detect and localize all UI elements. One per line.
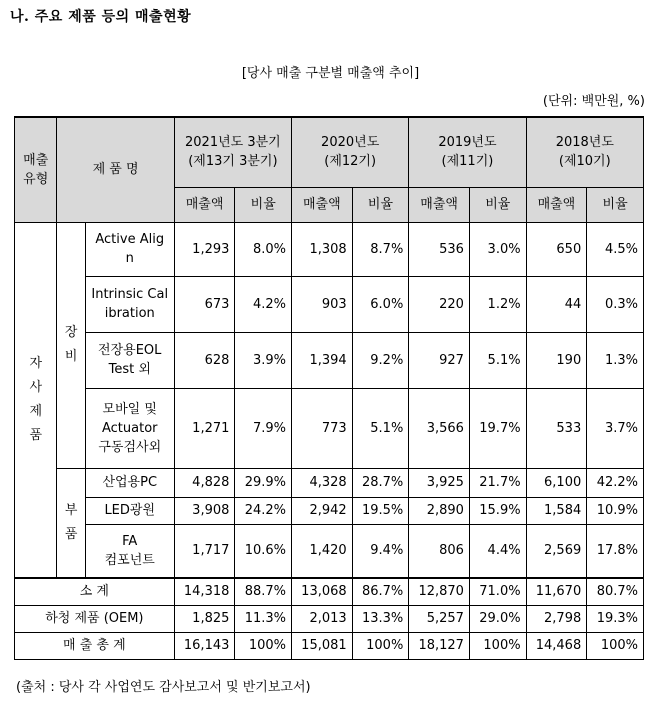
source-note: (출처 : 당사 각 사업연도 감사보고서 및 반기보고서) [16, 680, 311, 695]
subtotal-ratio-cell: 80.7% [587, 578, 644, 605]
ratio-value-cell: 8.0% [235, 222, 292, 276]
ratio-value-cell: 10.6% [235, 524, 292, 578]
total-sales-cell: 14,468 [526, 632, 587, 659]
sales-value-cell: 2,890 [409, 497, 470, 524]
ratio-value-cell: 10.9% [587, 497, 644, 524]
ratio-value-cell: 17.8% [587, 524, 644, 578]
product-name-cell: Intrinsic Cal ibration [85, 276, 174, 332]
sales-value-cell: 1,394 [292, 332, 353, 388]
sales-value-cell: 3,566 [409, 388, 470, 468]
sales-value-cell: 773 [292, 388, 353, 468]
sales-value-cell: 6,100 [526, 468, 587, 497]
sales-value-cell: 4,328 [292, 468, 353, 497]
oem-label: 하청 제품 (OEM) [15, 605, 175, 632]
sales-value-cell: 1,420 [292, 524, 353, 578]
sales-value-cell: 650 [526, 222, 587, 276]
product-name-cell: 산업용PC [85, 468, 174, 497]
ratio-value-cell: 28.7% [352, 468, 409, 497]
oem-ratio-cell: 11.3% [235, 605, 292, 632]
sales-value-cell: 806 [409, 524, 470, 578]
total-ratio-cell: 100% [235, 632, 292, 659]
oem-sales-cell: 2,013 [292, 605, 353, 632]
subtotal-sales-cell: 12,870 [409, 578, 470, 605]
total-sales-cell: 18,127 [409, 632, 470, 659]
ratio-value-cell: 5.1% [469, 332, 526, 388]
total-ratio-cell: 100% [352, 632, 409, 659]
ratio-value-cell: 24.2% [235, 497, 292, 524]
ratio-value-cell: 1.3% [587, 332, 644, 388]
product-name-cell: 전장용EOL Test 외 [85, 332, 174, 388]
unit-note: (단위: 백만원, %) [542, 94, 645, 109]
sales-value-cell: 927 [409, 332, 470, 388]
sales-value-cell: 44 [526, 276, 587, 332]
product-name-cell: FA 컴포넌트 [85, 524, 174, 578]
ratio-value-cell: 4.5% [587, 222, 644, 276]
group-parts: 부 품 [57, 468, 85, 578]
ratio-value-cell: 19.5% [352, 497, 409, 524]
ratio-value-cell: 4.4% [469, 524, 526, 578]
ratio-value-cell: 0.3% [587, 276, 644, 332]
header-ratio: 비율 [587, 187, 644, 222]
sales-value-cell: 673 [174, 276, 235, 332]
subtotal-label: 소 계 [15, 578, 175, 605]
sales-value-cell: 220 [409, 276, 470, 332]
sales-value-cell: 1,308 [292, 222, 353, 276]
subtotal-sales-cell: 13,068 [292, 578, 353, 605]
total-sales-cell: 16,143 [174, 632, 235, 659]
ratio-value-cell: 4.2% [235, 276, 292, 332]
subtotal-sales-cell: 11,670 [526, 578, 587, 605]
total-ratio-cell: 100% [469, 632, 526, 659]
ratio-value-cell: 3.0% [469, 222, 526, 276]
ratio-value-cell: 19.7% [469, 388, 526, 468]
ratio-value-cell: 42.2% [587, 468, 644, 497]
header-period-2018: 2018년도 (제10기) [526, 117, 643, 187]
header-sales: 매출액 [292, 187, 353, 222]
header-ratio: 비율 [469, 187, 526, 222]
header-ratio: 비율 [352, 187, 409, 222]
ratio-value-cell: 9.4% [352, 524, 409, 578]
subtotal-sales-cell: 14,318 [174, 578, 235, 605]
header-period-2021q3: 2021년도 3분기 (제13기 3분기) [174, 117, 291, 187]
subtotal-ratio-cell: 88.7% [235, 578, 292, 605]
total-label: 매 출 총 계 [15, 632, 175, 659]
oem-ratio-cell: 19.3% [587, 605, 644, 632]
sales-value-cell: 903 [292, 276, 353, 332]
sales-value-cell: 4,828 [174, 468, 235, 497]
ratio-value-cell: 6.0% [352, 276, 409, 332]
sales-value-cell: 628 [174, 332, 235, 388]
header-sales: 매출액 [174, 187, 235, 222]
ratio-value-cell: 3.7% [587, 388, 644, 468]
header-product-name: 제 품 명 [57, 117, 174, 222]
group-own-products: 자 사 제 품 [15, 222, 57, 578]
section-heading: 나. 주요 제품 등의 매출현황 [10, 9, 192, 25]
ratio-value-cell: 9.2% [352, 332, 409, 388]
sales-value-cell: 533 [526, 388, 587, 468]
ratio-value-cell: 5.1% [352, 388, 409, 468]
header-sales: 매출액 [526, 187, 587, 222]
product-name-cell: 모바일 및 Actuator 구동검사외 [85, 388, 174, 468]
sales-value-cell: 190 [526, 332, 587, 388]
sales-table [14, 116, 644, 660]
ratio-value-cell: 7.9% [235, 388, 292, 468]
total-ratio-cell: 100% [587, 632, 644, 659]
sales-value-cell: 1,293 [174, 222, 235, 276]
table-caption: [당사 매출 구분별 매출액 추이] [241, 66, 420, 81]
ratio-value-cell: 3.9% [235, 332, 292, 388]
oem-ratio-cell: 13.3% [352, 605, 409, 632]
subtotal-ratio-cell: 71.0% [469, 578, 526, 605]
oem-ratio-cell: 29.0% [469, 605, 526, 632]
sales-value-cell: 1,271 [174, 388, 235, 468]
ratio-value-cell: 8.7% [352, 222, 409, 276]
ratio-value-cell: 15.9% [469, 497, 526, 524]
sales-value-cell: 3,925 [409, 468, 470, 497]
oem-sales-cell: 5,257 [409, 605, 470, 632]
ratio-value-cell: 1.2% [469, 276, 526, 332]
header-period-2019: 2019년도 (제11기) [409, 117, 526, 187]
product-name-cell: Active Alig n [85, 222, 174, 276]
ratio-value-cell: 21.7% [469, 468, 526, 497]
sales-value-cell: 2,942 [292, 497, 353, 524]
product-name-cell: LED광원 [85, 497, 174, 524]
header-ratio: 비율 [235, 187, 292, 222]
oem-sales-cell: 2,798 [526, 605, 587, 632]
sales-value-cell: 1,717 [174, 524, 235, 578]
header-sales-type: 매출 유형 [15, 117, 57, 222]
subtotal-ratio-cell: 86.7% [352, 578, 409, 605]
total-sales-cell: 15,081 [292, 632, 353, 659]
group-equipment: 장 비 [57, 222, 85, 468]
header-sales: 매출액 [409, 187, 470, 222]
header-period-2020: 2020년도 (제12기) [292, 117, 409, 187]
sales-value-cell: 3,908 [174, 497, 235, 524]
sales-value-cell: 1,584 [526, 497, 587, 524]
oem-sales-cell: 1,825 [174, 605, 235, 632]
sales-value-cell: 536 [409, 222, 470, 276]
sales-value-cell: 2,569 [526, 524, 587, 578]
ratio-value-cell: 29.9% [235, 468, 292, 497]
